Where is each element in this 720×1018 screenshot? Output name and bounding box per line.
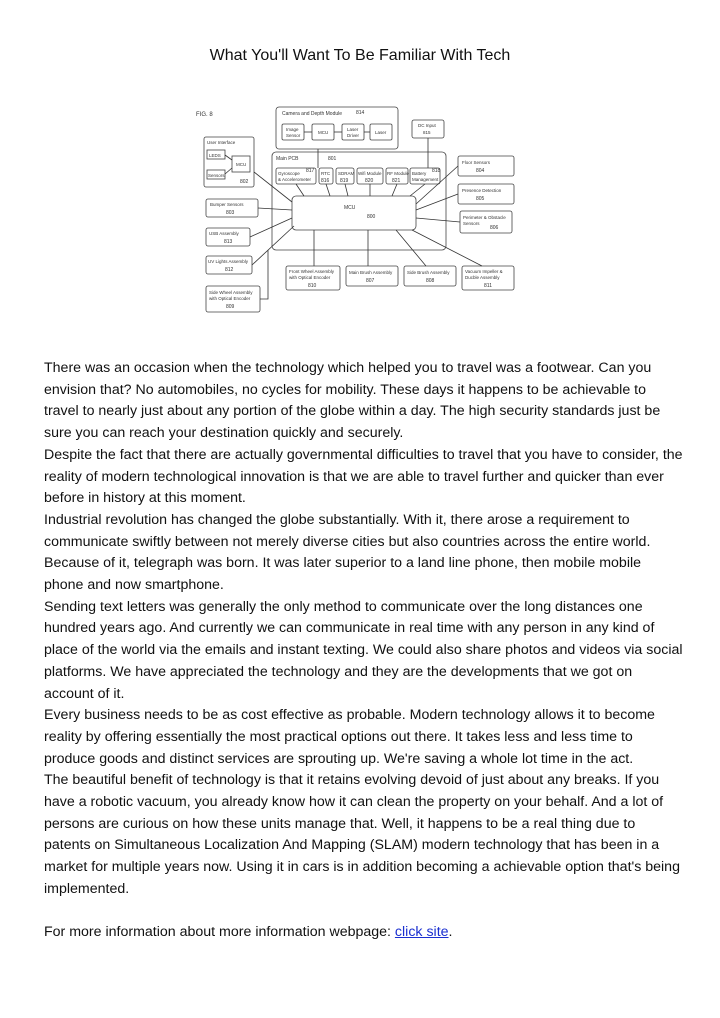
dc-input-num: 815 xyxy=(423,130,431,135)
main-brush-label: Main Brush Assembly xyxy=(349,270,393,275)
side-wheel-label-1: Side Wheel Assembly xyxy=(209,290,253,295)
side-brush-label: Side Brush Assembly xyxy=(407,270,450,275)
floor-sensors-num: 804 xyxy=(476,168,485,174)
vacuum-label-2: Ducble Assembly xyxy=(465,275,500,280)
gyroscope-num: 817 xyxy=(306,168,315,174)
rf-label: RF Module xyxy=(387,171,410,176)
footer-line xyxy=(44,922,684,944)
presence-num: 805 xyxy=(476,196,485,202)
vacuum-num: 811 xyxy=(484,283,492,289)
wifi-num: 820 xyxy=(365,178,374,184)
main-pcb-label: Main PCB xyxy=(276,156,299,162)
ui-num: 802 xyxy=(240,179,249,185)
user-interface-label: User Interface xyxy=(207,140,236,145)
perimeter-label-1: Perimeter & Obstacle xyxy=(463,215,506,220)
bumper-label: Bumper Sensors xyxy=(210,202,244,207)
main-brush-num: 807 xyxy=(366,278,375,284)
floor-sensors-box xyxy=(458,156,514,176)
image-sensor-label-2: Sensor xyxy=(286,133,301,138)
paragraph-4: Sending text letters was generally the only method to communicate over the long distances one hundred years ago. And currently we can communicate in real time with any person in any kind of place of the world via the emails and instant texting. We could also share photos and videos via social platforms. We have appreciated the technology and they are the developments that we got on account of it. xyxy=(44,598,683,702)
paragraph-5: Every business needs to be as cost effective as probable. Modern technology allows it to become reality by offering essentially the most practical options out there. It takes less and less time to produce goods and distinct services are sprouting up. We're saving a whole lot time in the act. xyxy=(44,707,655,767)
front-wheel-label-2: with Optical Encoder xyxy=(289,275,331,280)
bumper-num: 803 xyxy=(226,210,235,216)
mcu-main-num: 800 xyxy=(367,214,376,220)
paragraph-1: There was an occasion when the technology which helped you to travel was a footwear. Can you envision that? No automobiles, no cycles for mobility. These days it happens to be achievable to travel to nearly just about any portion of the globe within a day. The high security standards just be sure you can reach your destination quickly and securely. xyxy=(44,360,661,442)
rf-num: 821 xyxy=(392,178,401,184)
ui-mcu-label: MCU xyxy=(236,162,247,167)
presence-label: Presence Detection xyxy=(462,188,502,193)
battery-num: 818 xyxy=(432,168,441,174)
laser-driver-label-2: Driver xyxy=(347,133,359,138)
camera-module-label: Camera and Depth Module xyxy=(282,111,343,117)
uv-label: UV Lights Assembly xyxy=(208,259,249,264)
front-wheel-num: 810 xyxy=(308,283,317,289)
floor-sensors-label: Floor Sensors xyxy=(462,160,491,165)
battery-label-1: Battery xyxy=(412,171,427,176)
perimeter-num: 806 xyxy=(490,225,499,231)
gyroscope-label-1: Gyroscope xyxy=(278,171,300,176)
paragraph-6: The beautiful benefit of technology is that it retains evolving devoid of just about any breaks. If you have a robotic vacuum, you already know how it can clean the property on your behalf. And a lot of persons are curious on how these units manage that. Well, it happens to be a real thing due to patents on Simultaneous Localization And Mapping (SLAM) modern technology that has been in a market for multiple years now. Using it in cars is in addition becoming a achievable option that's being implemented. xyxy=(44,772,680,897)
footer-suffix: . xyxy=(448,924,453,941)
paragraph-2: Despite the fact that there are actually governmental difficulties to travel that you have to consider, the reality of modern technological innovation is that we are able to travel further and quicker than ever before in history at this moment. xyxy=(44,446,683,507)
sdram-num: 819 xyxy=(340,178,349,184)
article-body xyxy=(44,358,684,944)
camera-module-num: 814 xyxy=(356,110,365,116)
side-brush-num: 808 xyxy=(426,278,435,284)
patent-figure xyxy=(190,100,530,320)
rtc-label: RTC xyxy=(321,171,331,176)
page-title: What You'll Want To Be Familiar With Tech xyxy=(209,47,511,64)
laser-driver-label-1: Laser xyxy=(347,127,359,132)
side-wheel-label-2: with Optical Encoder xyxy=(209,296,251,301)
image-sensor-label-1: Image xyxy=(286,127,299,132)
usb-label: USB Assembly xyxy=(209,231,239,236)
camera-mcu-label: MCU xyxy=(318,130,329,135)
main-pcb-num: 801 xyxy=(328,156,337,162)
mcu-main-box xyxy=(292,196,416,230)
mcu-main-label: MCU xyxy=(344,205,356,211)
paragraph-3: Industrial revolution has changed the globe substantially. With it, there arose a requirement to communicate swiftly between not merely diverse cities but also countries across the entire world. Because of it, telegraph was born. It was later superior to a land line phone, then mobile mobile phone and now smartphone. xyxy=(44,511,651,594)
gyroscope-label-2: & Accelerometer xyxy=(278,177,312,182)
fig-label: FIG. 8 xyxy=(196,112,213,118)
laser-label: Laser xyxy=(375,130,387,135)
battery-label-2: Management xyxy=(412,177,439,182)
uv-num: 812 xyxy=(225,267,234,273)
vacuum-label-1: Vacuum Impeller & xyxy=(465,269,503,274)
sdram-label: SDRAM xyxy=(338,171,355,176)
leds-label: LEDS xyxy=(209,153,221,158)
presence-box xyxy=(458,184,514,204)
front-wheel-label-1: Front Wheel Assembly xyxy=(289,269,335,274)
side-wheel-num: 809 xyxy=(226,304,235,310)
usb-num: 813 xyxy=(224,239,233,245)
wifi-label: Wifi Module xyxy=(358,171,382,176)
rtc-num: 816 xyxy=(321,178,330,184)
click-site-link[interactable]: click site xyxy=(394,924,449,941)
dc-input-label: DC Input xyxy=(418,123,436,128)
sensors-label: Sensors xyxy=(208,173,225,178)
block-diagram xyxy=(190,100,530,320)
footer-prefix: For more information about more information webpage: xyxy=(44,924,395,941)
perimeter-label-2: Sensors xyxy=(463,221,480,226)
